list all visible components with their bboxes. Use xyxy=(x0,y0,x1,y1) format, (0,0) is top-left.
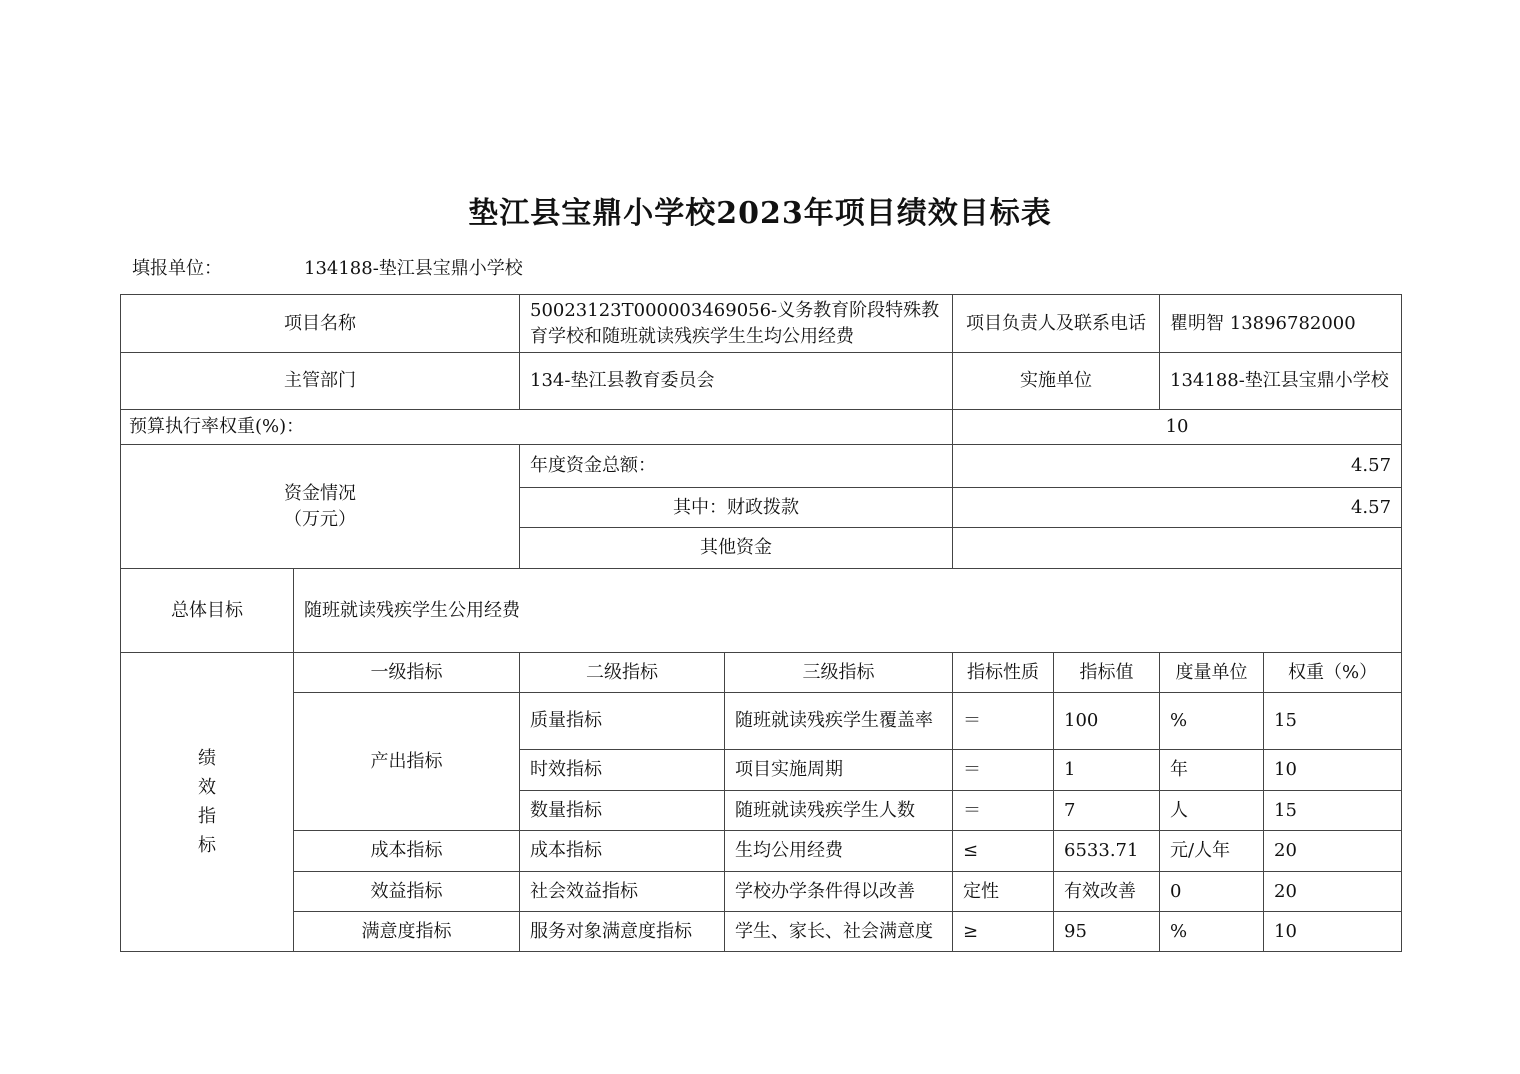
level3-cell: 学校办学条件得以改善 xyxy=(725,872,953,912)
level2-cell: 社会效益指标 xyxy=(520,872,725,912)
funds-total-label: 年度资金总额： xyxy=(520,445,953,488)
project-name-label: 项目名称 xyxy=(121,295,520,353)
value-cell: 100 xyxy=(1054,693,1160,750)
filler-value: 134188-垫江县宝鼎小学校 xyxy=(304,258,523,279)
budget-weight-row xyxy=(121,410,1402,445)
header-nature: 指标性质 xyxy=(953,653,1054,693)
weight-cell: 15 xyxy=(1264,791,1402,831)
unit-cell: % xyxy=(1160,912,1264,952)
section-char: 指 xyxy=(198,806,216,827)
goal-row xyxy=(121,569,1402,653)
budget-weight-value: 10 xyxy=(953,410,1402,445)
unit-cell: 0 xyxy=(1160,872,1264,912)
header-level1: 一级指标 xyxy=(294,653,520,693)
funds-other-value xyxy=(953,528,1402,569)
header-unit: 度量单位 xyxy=(1160,653,1264,693)
header-value: 指标值 xyxy=(1054,653,1160,693)
level2-cell: 服务对象满意度指标 xyxy=(520,912,725,952)
filler-label: 填报单位： xyxy=(132,258,222,279)
unit-cell: % xyxy=(1160,693,1264,750)
section-char: 效 xyxy=(198,777,216,798)
funds-fiscal-value: 4.57 xyxy=(953,488,1402,528)
dept-label: 主管部门 xyxy=(121,353,520,410)
level2-cell: 数量指标 xyxy=(520,791,725,831)
table-row xyxy=(121,693,1402,750)
section-char: 标 xyxy=(198,835,216,856)
nature-cell: 定性 xyxy=(953,872,1054,912)
funds-fiscal-label: 其中：财政拨款 xyxy=(520,488,953,528)
funds-label-line2: （万元） xyxy=(284,508,356,530)
output-indicator-label: 产出指标 xyxy=(294,693,520,831)
level3-cell: 学生、家长、社会满意度 xyxy=(725,912,953,952)
value-cell: 1 xyxy=(1054,750,1160,791)
level3-cell: 随班就读残疾学生覆盖率 xyxy=(725,693,953,750)
funds-total-value: 4.57 xyxy=(953,445,1402,488)
table-row xyxy=(121,831,1402,872)
funds-label-line1: 资金情况 xyxy=(284,482,356,504)
indicator-header-row xyxy=(121,653,1402,693)
header-level3: 三级指标 xyxy=(725,653,953,693)
level3-cell: 生均公用经费 xyxy=(725,831,953,872)
page-title: 垫江县宝鼎小学校2023年项目绩效目标表 xyxy=(468,196,1052,231)
value-cell: 有效改善 xyxy=(1054,872,1160,912)
dept-value: 134-垫江县教育委员会 xyxy=(520,353,953,410)
level1-cell: 满意度指标 xyxy=(294,912,520,952)
goal-label: 总体目标 xyxy=(121,569,294,653)
weight-cell: 10 xyxy=(1264,750,1402,791)
weight-cell: 10 xyxy=(1264,912,1402,952)
weight-cell: 20 xyxy=(1264,831,1402,872)
level3-cell: 随班就读残疾学生人数 xyxy=(725,791,953,831)
weight-cell: 15 xyxy=(1264,693,1402,750)
unit-cell: 年 xyxy=(1160,750,1264,791)
nature-cell: ＝ xyxy=(953,693,1054,750)
goal-value: 随班就读残疾学生公用经费 xyxy=(294,569,1402,653)
value-cell: 7 xyxy=(1054,791,1160,831)
funds-other-label: 其他资金 xyxy=(520,528,953,569)
project-name-row xyxy=(121,295,1402,353)
contact-value: 瞿明智 13896782000 xyxy=(1160,295,1402,353)
indicator-section-label xyxy=(121,653,294,952)
nature-cell: ＝ xyxy=(953,791,1054,831)
level2-cell: 质量指标 xyxy=(520,693,725,750)
nature-cell: ＝ xyxy=(953,750,1054,791)
header-level2: 二级指标 xyxy=(520,653,725,693)
unit-cell: 人 xyxy=(1160,791,1264,831)
budget-weight-label: 预算执行率权重(%)： xyxy=(121,410,953,445)
project-name-value: 50023123T000003469056-义务教育阶段特殊教育学校和随班就读残疾学生生均公用经费 xyxy=(520,295,953,353)
level1-cell: 成本指标 xyxy=(294,831,520,872)
header-weight: 权重（%） xyxy=(1264,653,1402,693)
level1-cell: 效益指标 xyxy=(294,872,520,912)
level3-cell: 项目实施周期 xyxy=(725,750,953,791)
value-cell: 95 xyxy=(1054,912,1160,952)
impl-value: 134188-垫江县宝鼎小学校 xyxy=(1160,353,1402,410)
value-cell: 6533.71 xyxy=(1054,831,1160,872)
nature-cell: ≤ xyxy=(953,831,1054,872)
performance-table xyxy=(120,294,1402,952)
level2-cell: 成本指标 xyxy=(520,831,725,872)
funds-label xyxy=(121,445,520,569)
funds-total-row xyxy=(121,445,1402,488)
department-row xyxy=(121,353,1402,410)
table-row xyxy=(121,912,1402,952)
contact-label: 项目负责人及联系电话 xyxy=(953,295,1160,353)
nature-cell: ≥ xyxy=(953,912,1054,952)
unit-cell: 元/人年 xyxy=(1160,831,1264,872)
level2-cell: 时效指标 xyxy=(520,750,725,791)
weight-cell: 20 xyxy=(1264,872,1402,912)
filler-unit xyxy=(132,254,523,280)
impl-label: 实施单位 xyxy=(953,353,1160,410)
table-row xyxy=(121,872,1402,912)
section-char: 绩 xyxy=(198,748,216,769)
